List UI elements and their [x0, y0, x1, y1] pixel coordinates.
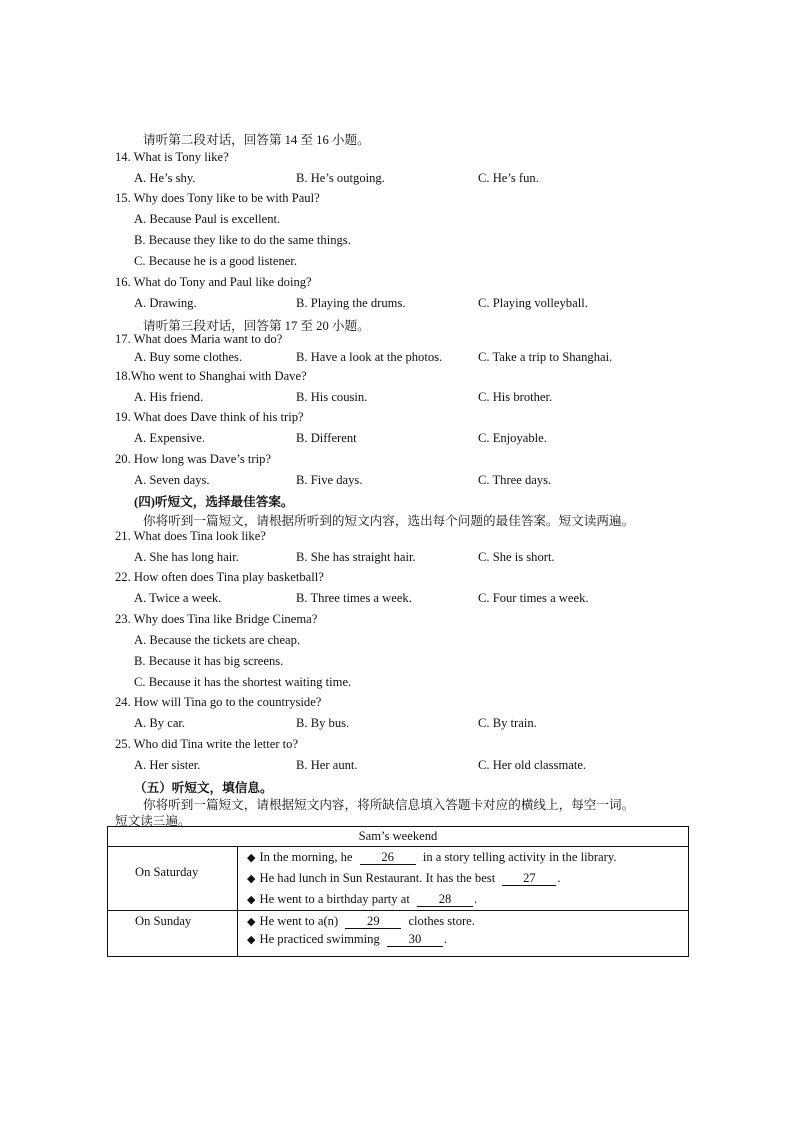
question-17-option-c: C. Take a trip to Shanghai.	[478, 350, 613, 364]
question-19-stem: 19. What does Dave think of his trip?	[115, 410, 304, 424]
question-18-stem: 18.Who went to Shanghai with Dave?	[115, 369, 307, 383]
part-5-heading: （五）听短文，填信息。	[134, 781, 273, 795]
question-20-option-a: A. Seven days.	[134, 473, 210, 487]
diamond-bullet-icon: ◆	[247, 851, 256, 864]
blank-29: 29	[345, 915, 401, 929]
blank-28: 28	[417, 893, 473, 907]
question-16-stem: 16. What do Tony and Paul like doing?	[115, 275, 312, 289]
question-21-option-b: B. She has straight hair.	[296, 550, 416, 564]
question-22-option-c: C. Four times a week.	[478, 591, 589, 605]
sunday-item-2: ◆ He practiced swimming 30 .	[247, 932, 448, 946]
question-19-option-a: A. Expensive.	[134, 431, 205, 445]
question-24-option-b: B. By bus.	[296, 716, 350, 730]
question-22-option-b: B. Three times a week.	[296, 591, 412, 605]
question-17-option-a: A. Buy some clothes.	[134, 350, 243, 364]
question-22-option-a: A. Twice a week.	[134, 591, 222, 605]
intro-dialogue-2: 请听第二段对话，回答第 14 至 16 小题。	[143, 133, 370, 147]
blank-26: 26	[360, 851, 416, 865]
question-20-option-b: B. Five days.	[296, 473, 363, 487]
diamond-bullet-icon: ◆	[247, 933, 256, 946]
blank-30: 30	[387, 933, 443, 947]
table-title: Sam’s weekend	[108, 827, 688, 847]
blank-27: 27	[502, 872, 556, 886]
question-15-stem: 15. Why does Tony like to be with Paul?	[115, 191, 320, 205]
diamond-bullet-icon: ◆	[247, 893, 256, 906]
saturday-item-2: ◆ He had lunch in Sun Restaurant. It has the best 27 .	[247, 871, 561, 885]
question-15-option-c: C. Because he is a good listener.	[134, 254, 297, 268]
sunday-item-1: ◆ He went to a(n) 29 clothes store.	[247, 914, 475, 928]
part-4-instruction: 你将听到一篇短文，请根据所听到的短文内容，选出每个问题的最佳答案。短文读两遍。	[143, 514, 635, 528]
sunday-label: On Sunday	[135, 914, 192, 928]
diamond-bullet-icon: ◆	[247, 915, 256, 928]
part-4-heading: (四)听短文，选择最佳答案。	[134, 495, 294, 509]
question-25-option-a: A. Her sister.	[134, 758, 201, 772]
question-14-stem: 14. What is Tony like?	[115, 150, 229, 164]
question-25-stem: 25. Who did Tina write the letter to?	[115, 737, 299, 751]
table-row-saturday	[108, 846, 688, 911]
question-21-stem: 21. What does Tina look like?	[115, 529, 266, 543]
question-18-option-b: B. His cousin.	[296, 390, 368, 404]
saturday-item-1: ◆ In the morning, he 26 in a story telling activity in the library.	[247, 850, 617, 864]
question-15-option-a: A. Because Paul is excellent.	[134, 212, 281, 226]
question-23-option-a: A. Because the tickets are cheap.	[134, 633, 301, 647]
question-14-option-c: C. He’s fun.	[478, 171, 539, 185]
question-19-option-b: B. Different	[296, 431, 357, 445]
question-20-stem: 20. How long was Dave’s trip?	[115, 452, 271, 466]
question-17-option-b: B. Have a look at the photos.	[296, 350, 443, 364]
intro-dialogue-3: 请听第三段对话，回答第 17 至 20 小题。	[143, 319, 370, 333]
question-22-stem: 22. How often does Tina play basketball?	[115, 570, 324, 584]
question-16-option-c: C. Playing volleyball.	[478, 296, 588, 310]
saturday-label: On Saturday	[135, 865, 199, 879]
question-24-stem: 24. How will Tina go to the countryside?	[115, 695, 322, 709]
question-21-option-a: A. She has long hair.	[134, 550, 239, 564]
table-row-sunday	[108, 911, 688, 957]
question-16-option-a: A. Drawing.	[134, 296, 197, 310]
part-5-instruction-line-1: 你将听到一篇短文，请根据短文内容，将所缺信息填入答题卡对应的横线上，每空一词。	[143, 798, 635, 812]
sunday-label-cell	[108, 911, 238, 957]
question-18-option-c: C. His brother.	[478, 390, 553, 404]
saturday-item-3: ◆ He went to a birthday party at 28 .	[247, 892, 478, 906]
question-25-option-c: C. Her old classmate.	[478, 758, 587, 772]
diamond-bullet-icon: ◆	[247, 872, 256, 885]
question-23-stem: 23. Why does Tina like Bridge Cinema?	[115, 612, 318, 626]
question-24-option-c: C. By train.	[478, 716, 537, 730]
question-19-option-c: C. Enjoyable.	[478, 431, 547, 445]
part-5-instruction-line-2: 短文读三遍。	[115, 814, 191, 828]
question-23-option-c: C. Because it has the shortest waiting time.	[134, 675, 352, 689]
question-15-option-b: B. Because they like to do the same things.	[134, 233, 351, 247]
question-17-stem: 17. What does Maria want to do?	[115, 332, 283, 346]
sams-weekend-table	[107, 826, 689, 957]
question-16-option-b: B. Playing the drums.	[296, 296, 406, 310]
question-21-option-c: C. She is short.	[478, 550, 555, 564]
question-25-option-b: B. Her aunt.	[296, 758, 358, 772]
question-14-option-a: A. He’s shy.	[134, 171, 196, 185]
question-20-option-c: C. Three days.	[478, 473, 552, 487]
question-18-option-a: A. His friend.	[134, 390, 204, 404]
saturday-label-cell	[108, 846, 238, 910]
question-23-option-b: B. Because it has big screens.	[134, 654, 284, 668]
question-14-option-b: B. He’s outgoing.	[296, 171, 385, 185]
question-24-option-a: A. By car.	[134, 716, 186, 730]
